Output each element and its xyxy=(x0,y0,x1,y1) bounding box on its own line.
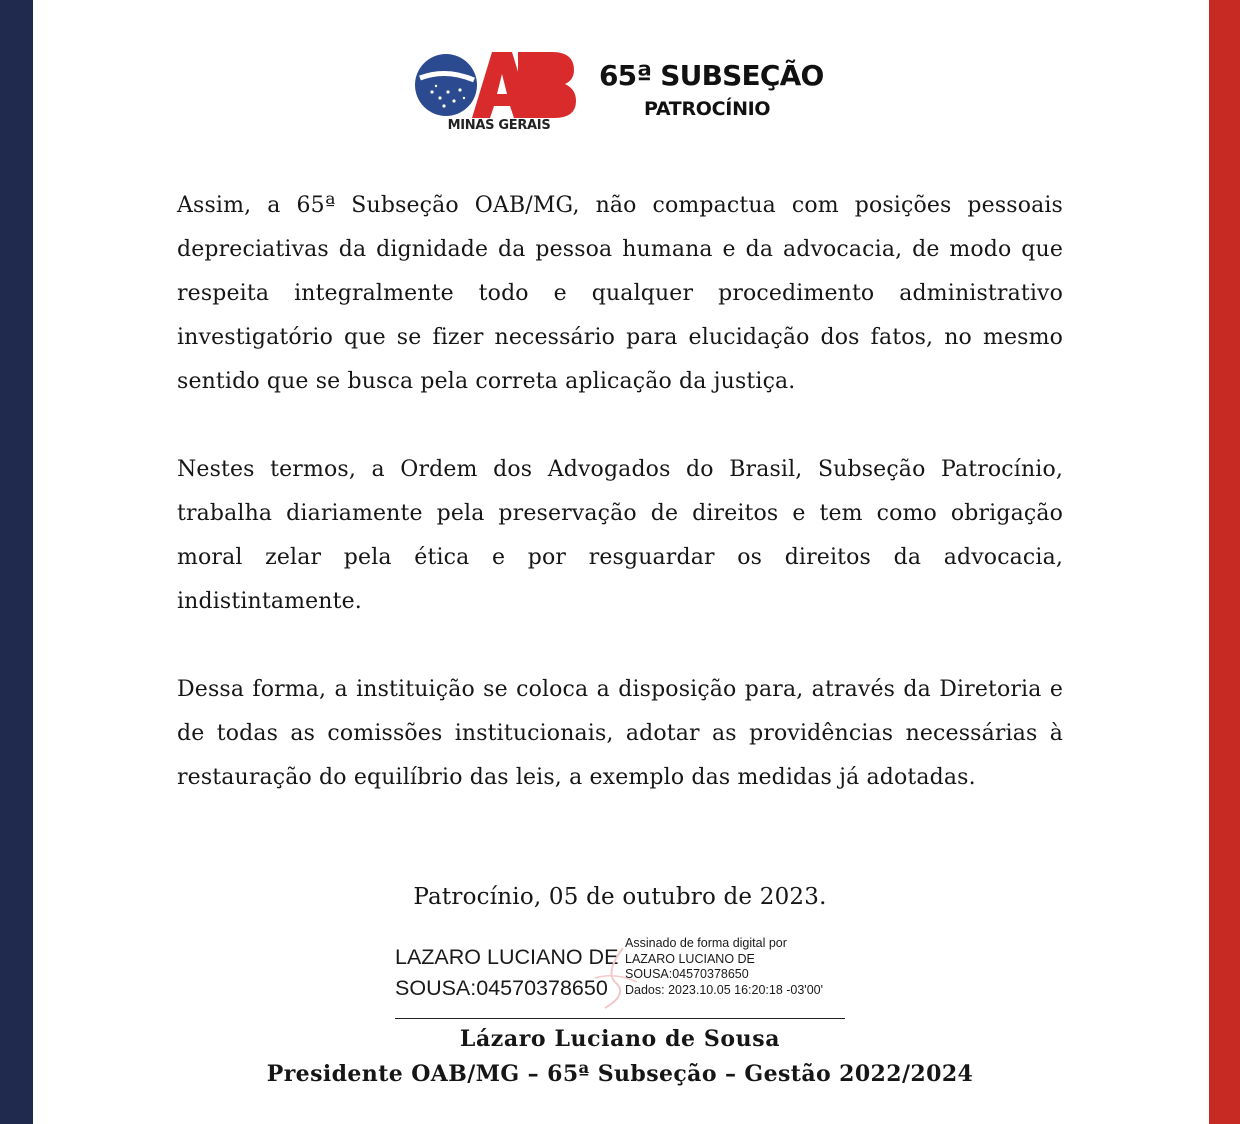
right-red-border xyxy=(1209,0,1240,1124)
letter-body xyxy=(177,184,1063,844)
signer-name-line-2: SOUSA:04570378650 xyxy=(395,976,608,1000)
subsection-city: PATROCÍNIO xyxy=(644,98,771,120)
president-role: Presidente OAB/MG – 65ª Subseção – Gestão 2022/2024 xyxy=(266,1061,974,1087)
oab-logo xyxy=(414,48,576,138)
signature-rule xyxy=(395,1018,845,1019)
paragraph-3: Dessa forma, a instituição se coloca a disposição para, através da Diretoria e de todas as comissões institucionais, adotar as providências necessárias à restauração do equilíbrio das leis, a exemplo das medidas já adotadas. xyxy=(177,677,1063,790)
oab-logo-graphic xyxy=(414,48,576,120)
left-navy-border xyxy=(0,0,33,1124)
signature-detail-line-1: Assinado de forma digital por xyxy=(625,936,787,950)
signature-detail-line-4: Dados: 2023.10.05 16:20:18 -03'00' xyxy=(625,982,823,997)
signer-name-line-1: LAZARO LUCIANO DE xyxy=(395,945,619,969)
paragraph-1: Assim, a 65ª Subseção OAB/MG, não compactua com posições pessoais depreciativas da dignidade da pessoa humana e da advocacia, de modo que respeita integralmente todo e qualquer procedimento administrativo investigatório que se fizer necessário para elucidação dos fatos, no mesmo sentido que se busca pela correta aplicação da justiça. xyxy=(177,193,1063,394)
paragraph-2: Nestes termos, a Ordem dos Advogados do Brasil, Subseção Patrocínio, trabalha diariamente pela preservação de direitos e tem como obrigação moral zelar pela ética e por resguardar os direitos da advocacia, indistintamente. xyxy=(177,457,1063,614)
signature-details xyxy=(625,936,823,998)
date-line: Patrocínio, 05 de outubro de 2023. xyxy=(413,884,827,910)
signature-detail-line-3: SOUSA:04570378650 xyxy=(625,967,749,981)
letterhead xyxy=(414,48,834,138)
digital-signature xyxy=(395,936,845,1022)
president-name: Lázaro Luciano de Sousa xyxy=(459,1026,781,1052)
subsection-title: 65ª SUBSEÇÃO xyxy=(599,59,824,92)
signature-detail-line-2: LAZARO LUCIANO DE xyxy=(625,951,755,966)
logo-caption: MINAS GERAIS xyxy=(447,118,551,133)
